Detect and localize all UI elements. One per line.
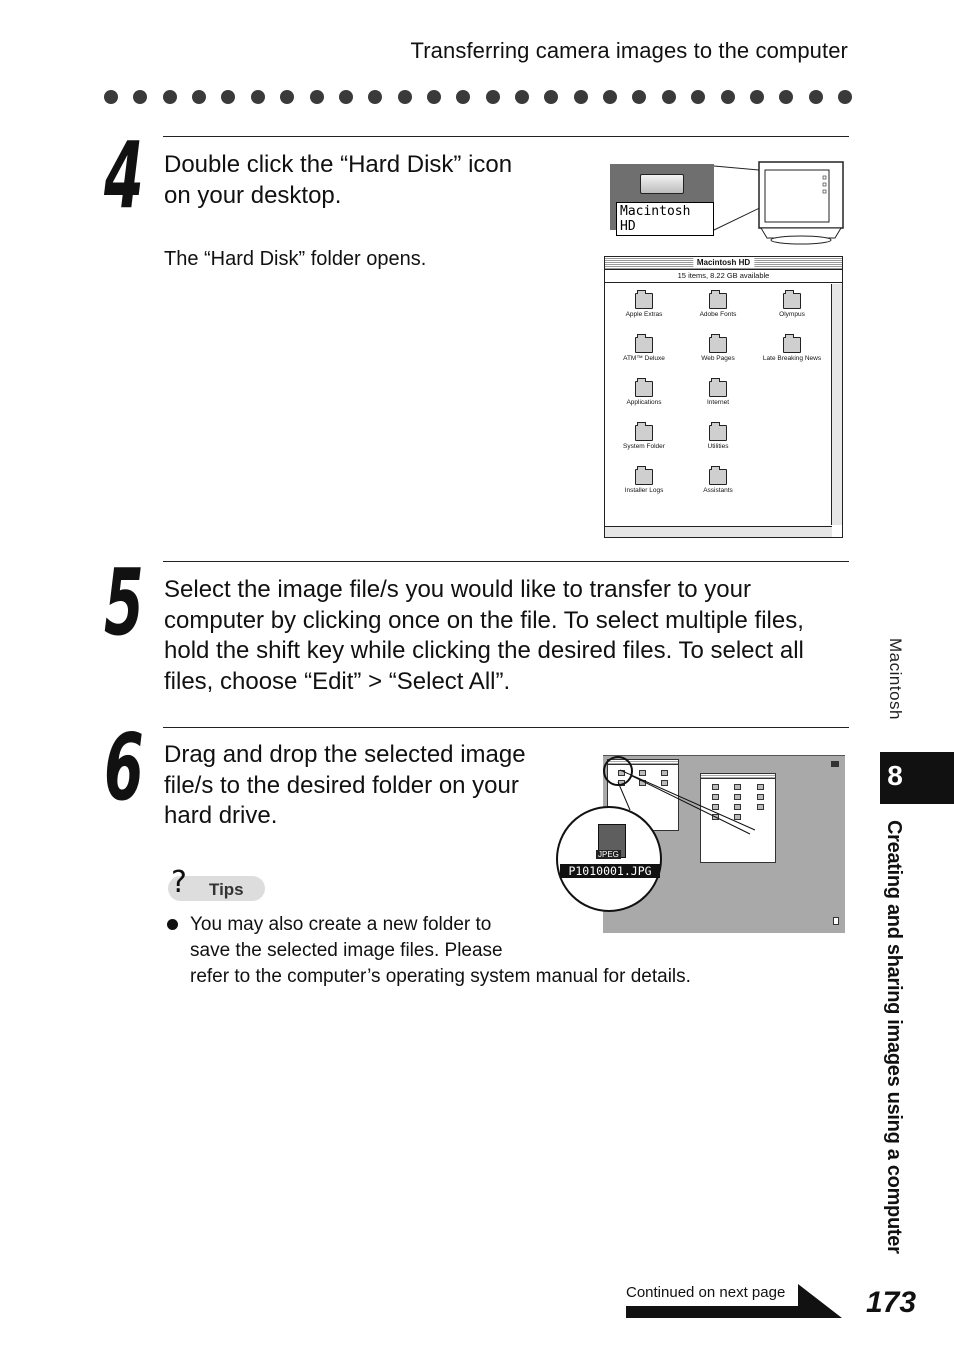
macintosh-hd-icon[interactable]: [610, 164, 714, 234]
divider-dot: [398, 90, 412, 104]
step-5-line: hold the shift key while clicking the desired files. To select all: [164, 637, 804, 664]
divider-dot: [368, 90, 382, 104]
finder-title: Macintosh HD: [693, 258, 754, 268]
finder-info-bar: 15 items, 8.22 GB available: [605, 270, 842, 283]
tip-line: You may also create a new folder to: [190, 914, 492, 935]
finder-item-label: ATM™ Deluxe: [623, 355, 665, 362]
finder-item-label: Installer Logs: [624, 487, 664, 494]
step-4-line: Double click the “Hard Disk” icon: [164, 151, 513, 178]
divider-dot: [104, 90, 118, 104]
divider-dot: [310, 90, 324, 104]
section-tab-label: Macintosh: [886, 638, 905, 720]
step-6-line: Drag and drop the selected image: [164, 741, 526, 768]
step-4-line: on your desktop.: [164, 181, 342, 209]
finder-item[interactable]: [681, 287, 755, 331]
divider-dot: [838, 90, 852, 104]
divider-dot: [192, 90, 206, 104]
folder-icon: [635, 469, 653, 485]
step-5-line: computer by clicking once on the file. To select multiple files,: [164, 606, 804, 634]
finder-title-bar[interactable]: [605, 257, 842, 270]
divider-dot: [779, 90, 793, 104]
finder-item-label: Internet: [706, 399, 730, 406]
file-name-label: P1010001.JPG: [560, 864, 660, 878]
divider-dot: [133, 90, 147, 104]
divider-dot: [251, 90, 265, 104]
divider-dot: [280, 90, 294, 104]
finder-item[interactable]: [681, 419, 755, 463]
hd-icon-label: Macintosh HD: [616, 202, 714, 236]
step-6-rule: [163, 727, 849, 728]
divider-dot: [809, 90, 823, 104]
step-6-line: file/s to the desired folder on your: [164, 771, 519, 799]
divider-dot: [544, 90, 558, 104]
divider-dot: [339, 90, 353, 104]
dot-divider: [104, 90, 852, 106]
tip-line: refer to the computer’s operating system manual for details.: [190, 966, 691, 987]
step-4-number: 4: [104, 122, 144, 229]
trash-can-icon: [833, 917, 839, 925]
divider-dot: [163, 90, 177, 104]
folder-icon: [783, 337, 801, 353]
monitor-icon: [757, 160, 845, 246]
finder-item[interactable]: [607, 463, 681, 507]
folder-icon: [635, 381, 653, 397]
chapter-number: 8: [887, 760, 903, 791]
step-6-text: [164, 740, 526, 832]
finder-item-label: Apple Extras: [625, 311, 663, 318]
divider-dot: [750, 90, 764, 104]
finder-item[interactable]: [607, 419, 681, 463]
finder-item-label: Assistants: [703, 487, 733, 494]
finder-item-label: System Folder: [623, 443, 665, 450]
tips-label: Tips: [209, 880, 244, 899]
question-mark-icon: ?: [171, 865, 187, 900]
finder-item: [755, 375, 829, 419]
divider-dot: [603, 90, 617, 104]
step-4-note: The “Hard Disk” folder opens.: [164, 248, 427, 270]
folder-icon: [635, 337, 653, 353]
divider-dot: [515, 90, 529, 104]
step-5-text: [164, 575, 804, 697]
finder-item[interactable]: [755, 287, 829, 331]
horizontal-scrollbar[interactable]: [605, 526, 832, 537]
divider-dot: [456, 90, 470, 104]
step-5-number: 5: [104, 549, 144, 656]
divider-dot: [574, 90, 588, 104]
finder-item-label: Olympus: [779, 311, 805, 318]
finder-item-label: Web Pages: [701, 355, 735, 362]
finder-item[interactable]: [607, 331, 681, 375]
file-zoom-callout: [556, 806, 662, 912]
continued-notice: Continued on next page: [626, 1284, 786, 1301]
folder-icon: [709, 337, 727, 353]
page-number: 173: [866, 1286, 917, 1319]
step-6-line: hard drive.: [164, 802, 278, 829]
folder-icon: [635, 293, 653, 309]
step-4-text: [164, 150, 512, 211]
finder-item-label: Late Breaking News: [762, 355, 822, 362]
continued-arrow-icon: [798, 1284, 842, 1318]
trash-icon: [831, 761, 839, 767]
finder-icon-grid: [607, 287, 829, 523]
finder-item-label: Adobe Fonts: [699, 311, 737, 318]
finder-item-label: Utilities: [707, 443, 729, 450]
divider-dot: [721, 90, 735, 104]
finder-item[interactable]: [681, 375, 755, 419]
folder-icon: [635, 425, 653, 441]
continued-bar: [626, 1306, 806, 1318]
folder-icon: [709, 469, 727, 485]
divider-dot: [221, 90, 235, 104]
folder-icon: [709, 293, 727, 309]
divider-dot: [632, 90, 646, 104]
finder-item[interactable]: [755, 331, 829, 375]
step-4-rule: [163, 136, 849, 137]
step-6-number: 6: [104, 714, 144, 821]
step-5-line: Select the image file/s you would like to transfer to your: [164, 576, 751, 603]
step-5-rule: [163, 561, 849, 562]
file-type-tag: JPEG: [598, 850, 619, 859]
folder-icon: [709, 381, 727, 397]
page-header-title: Transferring camera images to the computer: [410, 38, 848, 63]
divider-dot: [427, 90, 441, 104]
finder-item[interactable]: [681, 463, 755, 507]
bullet-icon: [167, 919, 178, 930]
finder-item: [755, 463, 829, 507]
tip-text: [190, 912, 691, 990]
finder-item[interactable]: [607, 375, 681, 419]
hard-disk-icon: [640, 174, 684, 194]
chapter-title: Creating and sharing images using a computer: [883, 820, 905, 1254]
divider-dot: [691, 90, 705, 104]
folder-icon: [709, 425, 727, 441]
vertical-scrollbar[interactable]: [831, 284, 842, 525]
finder-window[interactable]: [604, 256, 843, 538]
selection-highlight: [603, 756, 633, 786]
step-5-line: files, choose “Edit” > “Select All”.: [164, 667, 511, 695]
finder-item: [755, 419, 829, 463]
finder-item[interactable]: [607, 287, 681, 331]
divider-dot: [662, 90, 676, 104]
divider-dot: [486, 90, 500, 104]
finder-item[interactable]: [681, 331, 755, 375]
folder-icon: [783, 293, 801, 309]
finder-item-label: Applications: [626, 399, 662, 406]
tip-line: save the selected image files. Please: [190, 940, 503, 961]
